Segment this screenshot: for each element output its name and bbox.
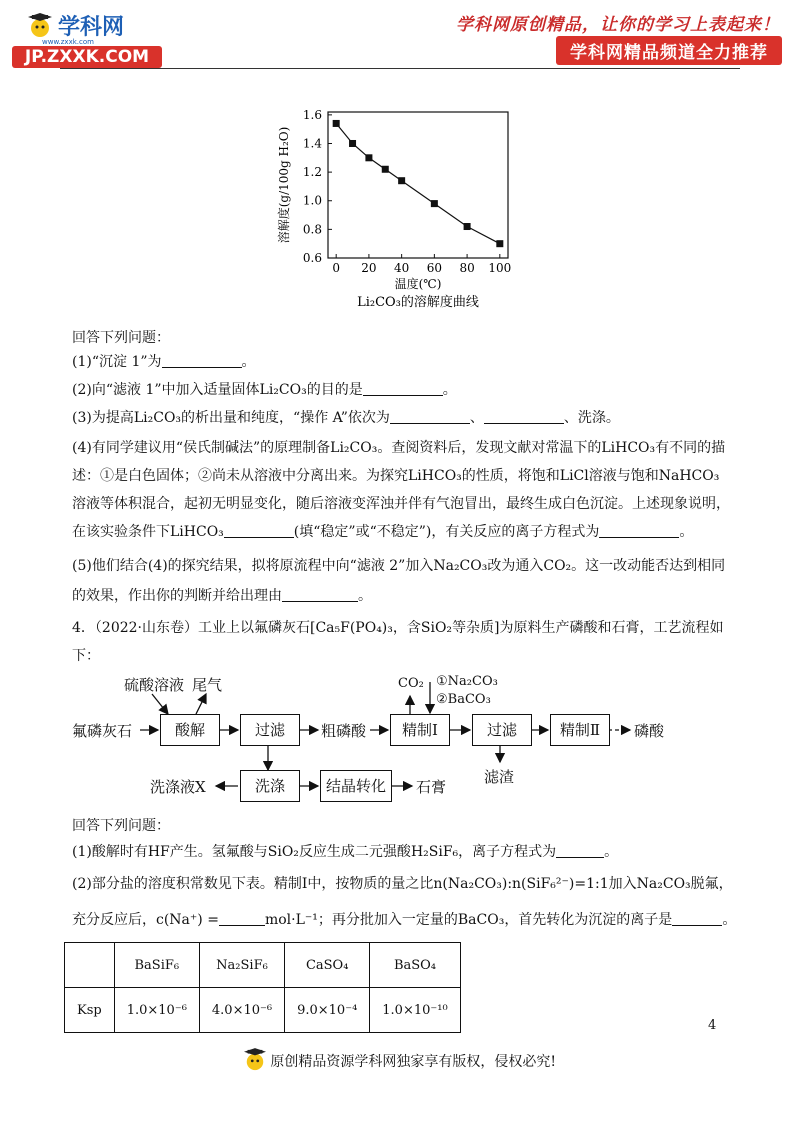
q3-part4-line1: (4)有同学建议用“侯氏制碱法”的原理制备Li₂CO₃。查阅资料后，发现文献对常温下的LiHCO₃有不同的描 [72, 440, 726, 456]
data-point [464, 223, 471, 230]
formula-ratio: n(Na₂CO₃):n(SiF₆²⁻)=1:1 [433, 876, 609, 892]
answer-blank[interactable] [282, 587, 358, 602]
answer-blank[interactable] [672, 911, 722, 926]
q4-part1: (1)酸解时有HF产生。氢氟酸与SiO₂反应生成二元强酸H₂SiF₆，离子方程式为 。 [72, 844, 619, 860]
data-point [431, 200, 438, 207]
header-divider [60, 68, 740, 69]
q3-part1: (1)“沉淀 1”为 。 [72, 354, 256, 370]
y-axis-label: 溶解度(g/100g H₂O) [277, 126, 291, 244]
formula-li2co3: Li₂CO₃ [330, 440, 378, 456]
q3-part4-line4: 在该实验条件下LiHCO₃ (填“稳定”或“不稳定”)，有关反应的离子方程式为 。 [72, 524, 694, 540]
table-header: BaSO₄ [370, 943, 460, 988]
flow-label-phosphoric-acid: 磷酸 [634, 722, 665, 740]
footer-copyright: 原创精品资源学科网独家享有版权，侵权必究! [270, 1054, 557, 1070]
unit-mol-per-l: mol·L⁻¹ [264, 912, 318, 928]
flow-box-filter-2: 过滤 [472, 714, 532, 746]
y-tick-label: 1.2 [302, 165, 322, 180]
q3-intro: 回答下列问题： [72, 330, 170, 346]
header-banner[interactable]: 学科网精品频道全力推荐 [556, 36, 782, 65]
answer-blank[interactable] [484, 409, 564, 424]
x-tick-label: 0 [332, 261, 341, 275]
formula-sio2: SiO₂ [420, 620, 453, 636]
table-row [65, 943, 461, 988]
q3-part2: (2)向“滤液 1”中加入适量固体Li₂CO₃的目的是 。 [72, 382, 457, 398]
table-row-label: Ksp [65, 988, 115, 1033]
formula-na2co3: Na₂CO₃ [636, 876, 691, 892]
y-tick-label: 1.6 [302, 107, 322, 122]
logo-url[interactable]: JP.ZXXK.COM [12, 46, 162, 68]
formula-c-na: c(Na⁺) = [156, 912, 219, 928]
flow-label-tail-gas: 尾气 [192, 676, 223, 694]
q4-intro: 回答下列问题： [72, 818, 170, 834]
x-tick-label: 60 [426, 261, 443, 275]
formula-sio2: SiO₂ [267, 844, 299, 860]
formula-baco3: BaCO₃ [457, 912, 505, 928]
page-number: 4 [708, 1018, 717, 1033]
x-tick-label: 40 [393, 261, 410, 275]
plot-frame [328, 112, 508, 258]
formula-li2co3: Li₂CO₃ [133, 410, 182, 426]
q4-stem-line2: 下： [72, 648, 100, 664]
formula-mineral: Ca₅F(PO₄)₃ [315, 620, 393, 636]
answer-blank[interactable] [363, 381, 443, 396]
q3-part4-line2: 述：①是白色固体；②尚未从溶液中分离出来。为探究LiHCO₃的性质，将饱和LiCl溶液与饱和NaHCO₃ [72, 468, 720, 484]
flow-box-refine-1: 精制Ⅰ [390, 714, 450, 746]
table-header: BaSiF₆ [114, 943, 199, 988]
flow-box-crystallize: 结晶转化 [320, 770, 392, 802]
x-tick-label: 100 [488, 261, 512, 275]
q3-part5-line2: 的效果，作出你的判断并给出理由 。 [72, 588, 372, 604]
x-tick-label: 20 [361, 261, 377, 275]
q4-part2-line2: 充分反应后，c(Na⁺) = mol·L⁻¹；再分批加入一定量的BaCO₃，首先转化为沉淀的离子是 。 [72, 912, 737, 928]
chart-title: Li₂CO₃的溶解度曲线 [357, 295, 479, 310]
data-point [333, 120, 340, 127]
formula-h2sif6: H₂SiF₆ [410, 844, 459, 860]
flow-box-wash: 洗涤 [240, 770, 300, 802]
ksp-table [64, 942, 461, 1033]
data-point [365, 154, 372, 161]
answer-blank[interactable] [390, 409, 470, 424]
q4-part2-line1: (2)部分盐的溶度积常数见下表。精制Ⅰ中，按物质的量之比n(Na₂CO₃):n(SiF₆²⁻)=1:1加入Na₂CO₃脱氟， [72, 876, 733, 892]
table-cell: 1.0×10⁻¹⁰ [370, 988, 460, 1033]
answer-blank[interactable] [224, 523, 294, 538]
solubility-chart [270, 100, 530, 315]
table-row [65, 988, 461, 1033]
table-cell: 9.0×10⁻⁴ [285, 988, 370, 1033]
table-header: Na₂SiF₆ [199, 943, 284, 988]
mascot-icon [244, 1048, 266, 1072]
flow-label-raw-material: 氟磷灰石 [72, 722, 133, 740]
formula-co2: CO₂ [543, 558, 572, 574]
formula-lihco3: LiHCO₃ [170, 524, 224, 540]
flow-label-sulfuric-acid: 硫酸溶液 [124, 676, 185, 694]
formula-lihco3: LiHCO₃ [601, 440, 656, 456]
y-tick-label: 0.8 [302, 222, 322, 237]
flow-box-filter-1: 过滤 [240, 714, 300, 746]
answer-blank[interactable] [162, 353, 242, 368]
formula-na2co3: Na₂CO₃ [433, 558, 488, 574]
flow-box-refine-2: 精制Ⅱ [550, 714, 610, 746]
y-tick-label: 0.6 [302, 251, 322, 265]
flow-label-residue: 滤渣 [484, 768, 515, 786]
y-tick-label: 1.4 [302, 136, 322, 151]
data-point [398, 177, 405, 184]
flow-label-wash-liquid: 洗涤液X [150, 778, 206, 796]
footer [0, 1048, 800, 1072]
answer-blank[interactable] [599, 523, 679, 538]
table-cell: 4.0×10⁻⁶ [199, 988, 284, 1033]
answer-blank[interactable] [556, 843, 604, 858]
site-logo[interactable] [12, 8, 160, 67]
mascot-icon [28, 13, 52, 39]
formula-li2co3: Li₂CO₃ [259, 382, 307, 398]
series-line [336, 123, 500, 243]
data-point [382, 166, 389, 173]
flow-label-co2: CO₂ [398, 676, 424, 691]
table-header: CaSO₄ [285, 943, 370, 988]
q3-part5-line1: (5)他们结合(4)的探究结果，拟将原流程中向“滤液 2”加入Na₂CO₃改为通入CO₂。这一改动能否达到相同 [72, 558, 726, 574]
flow-label-reagent-1: ①Na₂CO₃ [436, 674, 498, 689]
answer-blank[interactable] [219, 911, 265, 926]
logo-text: 学科网 [58, 15, 125, 40]
x-axis-label: 温度(℃) [394, 277, 442, 291]
table-cell: 1.0×10⁻⁶ [114, 988, 199, 1033]
flow-label-reagent-2: ②BaCO₃ [436, 692, 491, 707]
q3-part4-line3: 溶液等体积混合，起初无明显变化，随后溶液变浑浊并伴有气泡冒出，最终生成白色沉淀。上述现象说明， [72, 496, 730, 512]
x-tick-label: 80 [459, 261, 475, 275]
flow-label-gypsum: 石膏 [416, 778, 447, 796]
table-cell [65, 943, 115, 988]
data-point [349, 140, 356, 147]
flow-box-acidolysis: 酸解 [160, 714, 220, 746]
flow-label-crude-acid: 粗磷酸 [321, 722, 367, 740]
y-tick-label: 1.0 [302, 193, 322, 208]
logo-subtitle: www.zxxk.com [42, 38, 94, 46]
data-point [496, 240, 503, 247]
q3-part3: (3)为提高Li₂CO₃的析出量和纯度，“操作 A”依次为 、 、洗涤。 [72, 410, 620, 426]
q4-stem-line1: 4．（2022·山东卷）工业上以氟磷灰石[Ca₅F(PO₄)₃，含SiO₂等杂质]为原料生产磷酸和石膏，工艺流程如 [72, 620, 724, 636]
header-slogan: 学科网原创精品，让你的学习上表起来！ [456, 15, 780, 35]
